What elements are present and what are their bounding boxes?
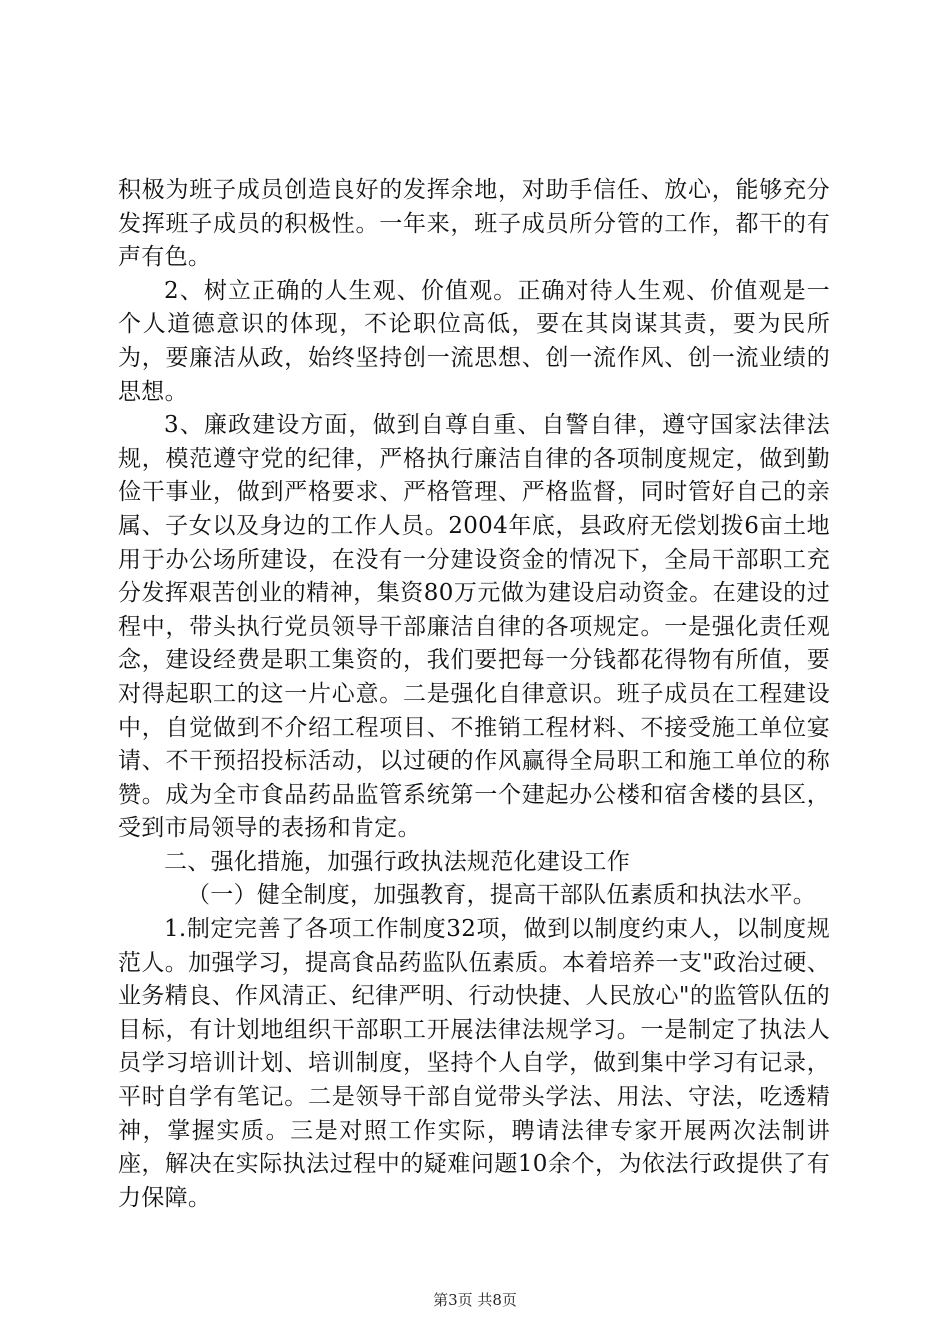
- section-heading-2: 二、强化措施，加强行政执法规范化建设工作: [164, 848, 630, 875]
- paragraph-point-1-1: 1.制定完善了各项工作制度32项，做到以制度约束人，以制度规范人。加强学习，提高食品药监队伍素质。本着培养一支"政治过硬、业务精良、作风清正、纪律严明、行动快捷、人民放心"的监管队伍的目标，有计划地组织干部职工开展法律法规学习。一是制定了执法人员学习培训计划、培训制度，坚持个人自学，做到集中学习有记录，平时自学有笔记。二是领导干部自觉带头学法、用法、守法，吃透精神，掌握实质。三是对照工作实际，聘请法律专家开展两次法制讲座，解决在实际执法过程中的疑难问题10余个，为依法行政提供了有力保障。: [118, 916, 830, 1211]
- page-number-footer: 第3页 共8页: [433, 1291, 517, 1309]
- paragraph-point-2: 2、树立正确的人生观、价值观。正确对待人生观、价值观是一个人道德意识的体现，不论职位高低，要在其岗谋其责，要为民所为，要廉洁从政，始终坚持创一流思想、创一流作风、创一流业绩的思想。: [118, 277, 830, 405]
- document-body: [118, 174, 830, 1215]
- paragraph-continuation: 积极为班子成员创造良好的发挥余地，对助手信任、放心，能够充分发挥班子成员的积极性。一年来，班子成员所分管的工作，都干的有声有色。: [118, 177, 830, 271]
- paragraph-point-3: 3、廉政建设方面，做到自尊自重、自警自律，遵守国家法律法规，模范遵守党的纪律，严格执行廉洁自律的各项制度规定，做到勤俭干事业，做到严格要求、严格管理、严格监督，同时管好自己的亲属、子女以及身边的工作人员。2004年底，县政府无偿划拨6亩土地用于办公场所建设，在没有一分建设资金的情况下，全局干部职工充分发挥艰苦创业的精神，集资80万元做为建设启动资金。在建设的过程中，带头执行党员领导干部廉洁自律的各项规定。一是强化责任观念，建设经费是职工集资的，我们要把每一分钱都花得物有所值，要对得起职工的这一片心意。二是强化自律意识。班子成员在工程建设中，自觉做到不介绍工程项目、不推销工程材料、不接受施工单位宴请、不干预招投标活动，以过硬的作风赢得全局职工和施工单位的称赞。成为全市食品药品监管系统第一个建起办公楼和宿舍楼的县区，受到市局领导的表扬和肯定。: [118, 412, 830, 842]
- subsection-heading-1: （一）健全制度，加强教育，提高干部队伍素质和执法水平。: [187, 882, 817, 909]
